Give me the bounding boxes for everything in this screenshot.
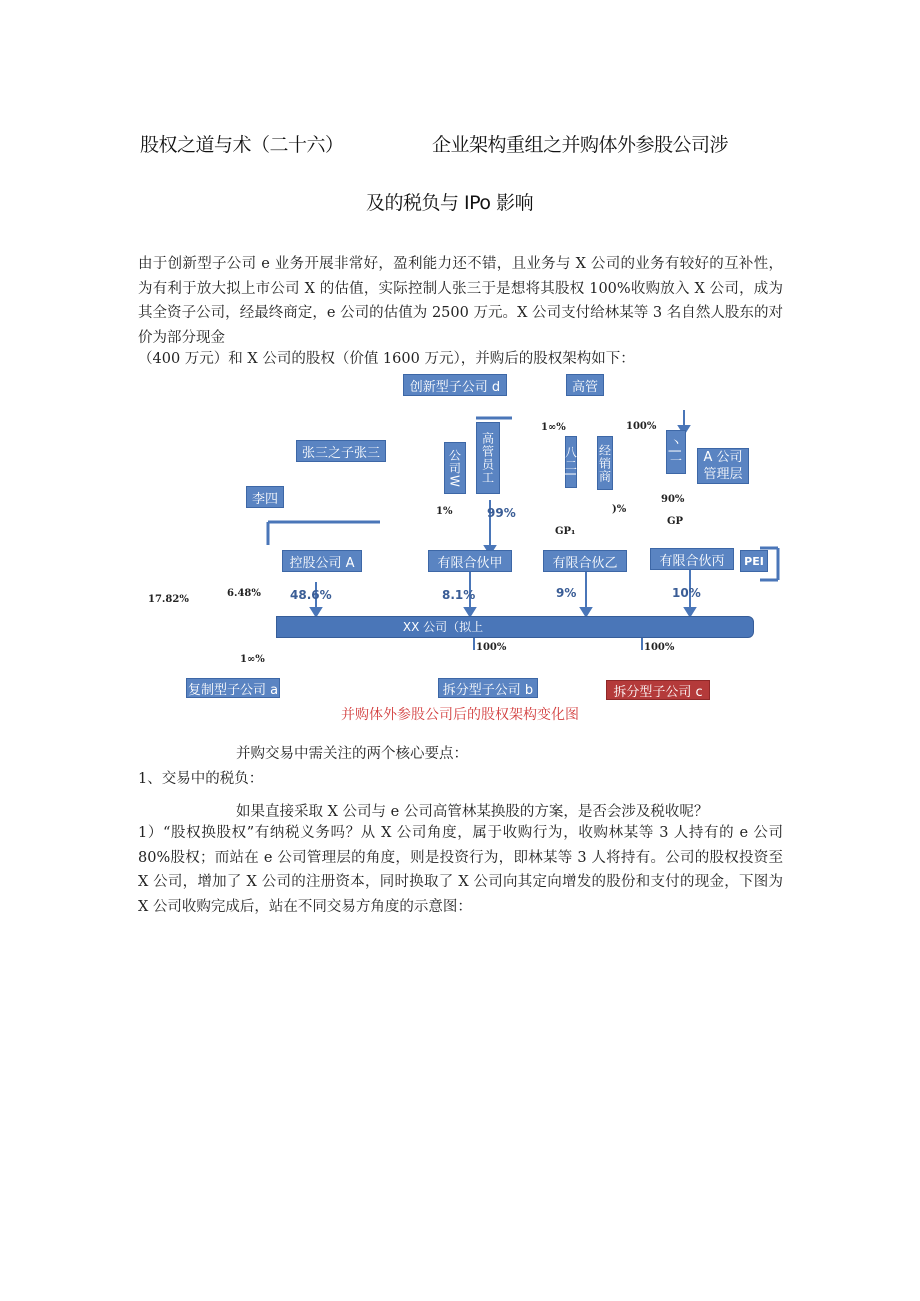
company-w-box: 公司W — [444, 442, 466, 494]
percent-partnership-bing: 10% — [672, 586, 701, 600]
core-points-heading: 并购交易中需关注的两个核心要点： — [236, 746, 468, 762]
percent-partnership-yi: 9% — [556, 586, 577, 600]
a-company-management-box — [697, 448, 749, 484]
split-subsidiary-c: 拆分型子公司 c — [606, 680, 710, 700]
percent-648: 6.48% — [227, 588, 261, 599]
intro-paragraph-cont: （400 万元）和 X 公司的股权（价值 1600 万元），并购后的股权架构如下： — [138, 351, 635, 367]
holding-company-a: 控股公司 A — [282, 550, 362, 572]
copy-subsidiary-a: 复制型子公司 a — [186, 678, 280, 698]
title-part1: 股权之道与术（二十六） — [140, 134, 344, 156]
percent-holding-a: 48.6% — [290, 588, 332, 602]
percent-90: 90% — [661, 494, 685, 505]
percent-1oo-left: 1∞% — [240, 654, 265, 665]
title-part2: 企业架构重组之并购体外参股公司涉 — [432, 134, 729, 156]
split-subsidiary-b: 拆分型子公司 b — [438, 678, 538, 698]
percent-100-c: 100% — [644, 642, 675, 653]
senior-staff-box: 高管员工 — [476, 422, 500, 494]
tax-heading: 1、交易中的税负： — [138, 771, 264, 787]
main-company-label: XX 公司（拟上 — [402, 619, 484, 634]
percent-1782: 17.82% — [148, 594, 189, 605]
limited-partnership-jia: 有限合伙甲 — [428, 550, 512, 572]
zhangsan-son-box: 张三之子张三 — [296, 440, 386, 462]
lisi-box: 李四 — [246, 486, 284, 508]
diagram-caption: 并购体外参股公司后的股权架构变化图 — [341, 707, 579, 723]
limited-partnership-yi: 有限合伙乙 — [543, 550, 627, 572]
vertical-box-3: 八二| — [565, 436, 577, 488]
equity-structure-diagram — [0, 370, 920, 730]
tax-explanation-paragraph: 1）“股权换股权”有纳税义务吗？从 X 公司角度，属于收购行为，收购林某等 3 人持有的 e 公司 80%股权；而站在 e 公司管理层的角度，则是投资行为，即林某等 3 人将持有。公司的股权投资至 X 公司，增加了 X 公司的注册资本，同时换取了 X 公司向其定向增发的股份和支付的现金，下图为 X 公司收购完成后，站在不同交易方角度的示意图： — [138, 825, 783, 915]
innovation-subsidiary-d: 创新型子公司 d — [403, 374, 507, 396]
percent-100-b: 100% — [476, 642, 507, 653]
a-company-label: A 公司 — [703, 450, 743, 465]
percent-1: 1% — [436, 506, 453, 517]
percent-99: 99% — [487, 506, 516, 520]
intro-paragraph: 由于创新型子公司 e 业务开展非常好，盈利能力还不错，且业务与 X 公司的业务有较好的互补性，为有利于放大拟上市公司 X 的估值，实际控制人张三于是想将其股权 100%收购放入 X 公司，成为其全资子公司，经最终商定，e 公司的估值为 2500 万元。X 公司支付给林某等 3 名自然人股东的对价为部分现金 — [138, 256, 783, 346]
gp-label: GP — [667, 516, 684, 527]
title-part3: 及的税负与 IPo 影响 — [366, 192, 534, 214]
percent-100-top: 100% — [626, 421, 657, 432]
pe-box: PEI — [740, 550, 768, 572]
distributor-box: 经销商 — [597, 436, 613, 490]
percent-partnership-jia: 8.1% — [442, 588, 476, 602]
executives-box: 高管 — [566, 374, 604, 396]
main-company-bar — [276, 616, 754, 638]
limited-partnership-bing: 有限合伙丙 — [650, 548, 734, 570]
percent-1oo: 1∞% — [541, 422, 566, 433]
gp1-label: GP₁ — [555, 526, 576, 537]
percent-paren: )% — [612, 504, 627, 515]
tax-question: 如果直接采取 X 公司与 e 公司高管林某换股的方案，是否会涉及税收呢？ — [236, 804, 709, 820]
vertical-box-5: 丶|一 — [666, 430, 686, 474]
management-label: 管理层 — [703, 467, 743, 482]
